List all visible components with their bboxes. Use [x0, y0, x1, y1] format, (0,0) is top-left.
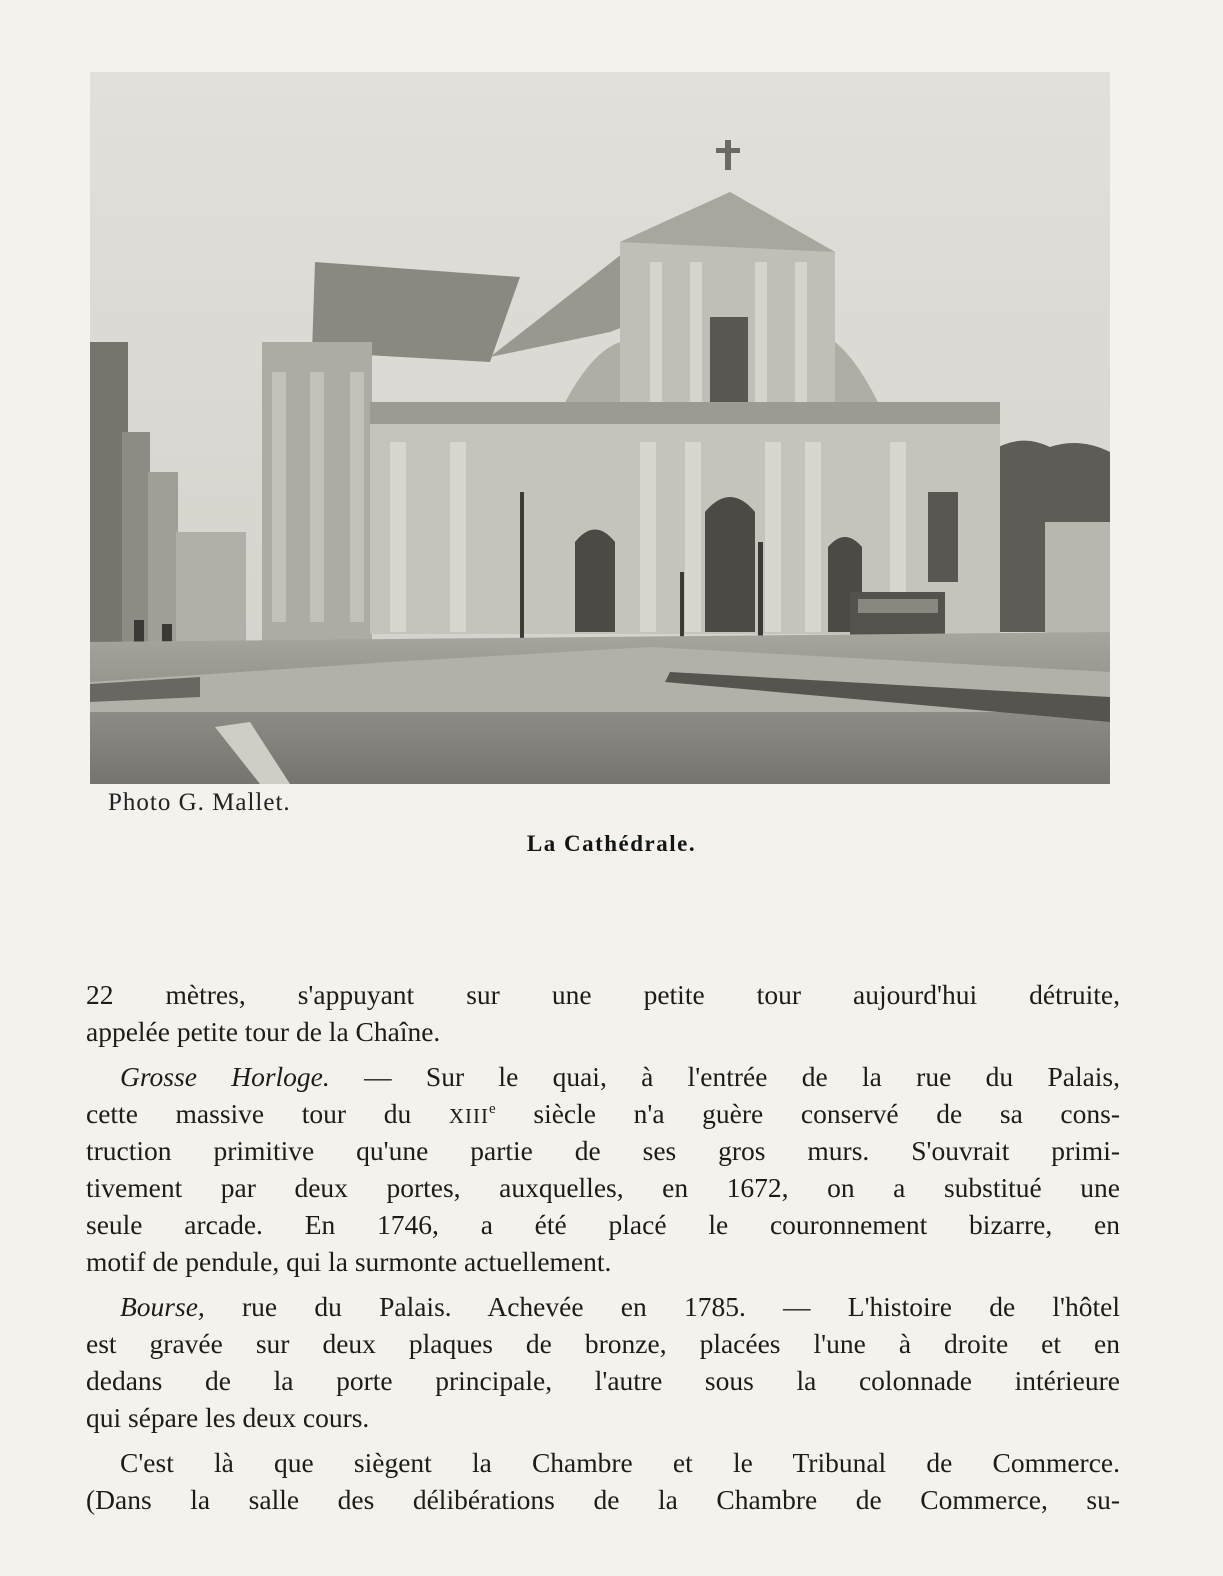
text-line: (Dans la salle des délibérations de la Chambre de Commerce, su- — [86, 1484, 1120, 1515]
text-line: 22 mètres, s'appuyant sur une petite tour aujourd'hui détruite, — [86, 979, 1120, 1010]
paragraph-grosse-horloge: Grosse Horloge. — Sur le quai, à l'entrée de la rue du Palais, — [120, 1061, 1121, 1092]
text-line: dedans de la porte principale, l'autre sous la colonnade intérieure — [86, 1365, 1120, 1396]
text-line: motif de pendule, qui la surmonte actuellement. — [86, 1246, 612, 1277]
text-line: truction primitive qu'une partie de ses gros murs. S'ouvrait primi- — [86, 1135, 1120, 1166]
place-name: Grosse Horloge. — [120, 1061, 330, 1092]
text-line: appelée petite tour de la Chaîne. — [86, 1016, 441, 1047]
text-line: C'est là que siègent la Chambre et le Tribunal de Commerce. — [120, 1447, 1120, 1478]
cathedral-photo — [90, 72, 1110, 784]
paragraph-bourse: Bourse, rue du Palais. Achevée en 1785. — L'histoire de l'hôtel — [120, 1291, 1120, 1322]
text-line: qui sépare les deux cours. — [86, 1402, 370, 1433]
text-line: seule arcade. En 1746, a été placé le couronnement bizarre, en — [86, 1209, 1120, 1240]
text-line: tivement par deux portes, auxquelles, en 1672, on a substitué une — [86, 1172, 1120, 1203]
place-name: Bourse, — [120, 1291, 205, 1322]
text-line: est gravée sur deux plaques de bronze, placées l'une à droite et en — [86, 1328, 1120, 1359]
body-text — [86, 976, 1120, 1518]
cathedral-illustration — [90, 72, 1110, 784]
photo-credit: Photo G. Mallet. — [108, 789, 291, 816]
photo-caption: La Cathédrale. — [526, 831, 697, 856]
text-line: cette massive tour du XIIIe siècle n'a guère conservé de sa cons- — [86, 1098, 1120, 1129]
